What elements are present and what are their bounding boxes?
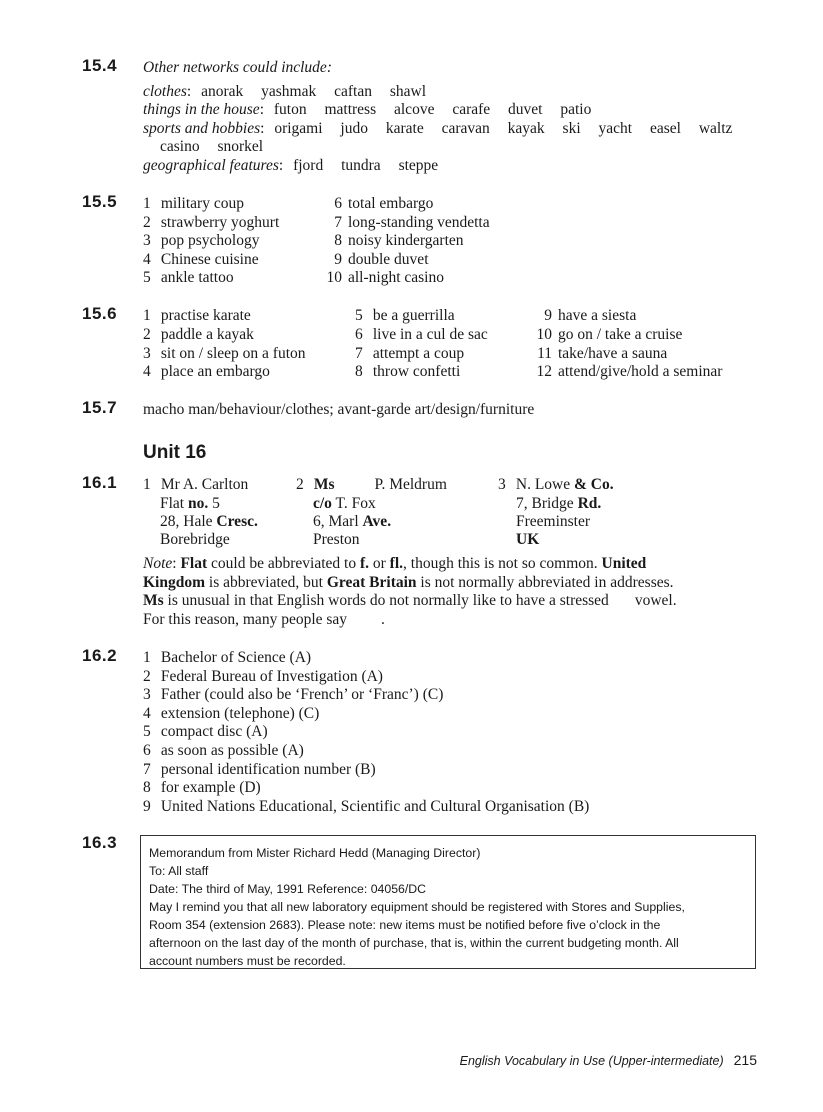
item-text: attempt a coup bbox=[372, 345, 465, 362]
word: easel bbox=[649, 120, 681, 137]
word: anorak bbox=[201, 83, 244, 100]
network-line: sports and hobbies: origami judo karate caravan kayak ski yacht easel waltz bbox=[143, 120, 733, 137]
item-text: go on / take a cruise bbox=[558, 326, 683, 343]
network-line: things in the house: futon mattress alcove carafe duvet patio bbox=[143, 101, 592, 118]
answer-item bbox=[143, 362, 270, 381]
answer-item bbox=[143, 213, 279, 232]
network-label: things in the house bbox=[143, 101, 260, 118]
word: snorkel bbox=[217, 138, 264, 155]
answer-item bbox=[320, 250, 429, 269]
page-footer bbox=[460, 1052, 757, 1068]
item-text: extension (telephone) (C) bbox=[160, 705, 320, 722]
answer-item bbox=[143, 722, 268, 741]
item-number: 1 bbox=[143, 307, 151, 324]
network-line: geographical features: fjord tundra steppe bbox=[143, 157, 439, 174]
item-number: 7 bbox=[143, 761, 151, 778]
address-line: Borebridge bbox=[160, 531, 230, 548]
item-text: Father (could also be ‘French’ or ‘Franc’) (C) bbox=[160, 686, 444, 703]
memo-box bbox=[140, 835, 756, 969]
item-number: 8 bbox=[355, 363, 363, 380]
section-number: 16.3 bbox=[82, 833, 118, 852]
section-intro: Other networks could include: bbox=[143, 59, 332, 76]
word: casino bbox=[160, 138, 200, 155]
address-line bbox=[143, 475, 248, 494]
answer-item bbox=[320, 268, 444, 287]
address-line: 28, Hale Cresc. bbox=[160, 513, 258, 530]
item-text: sit on / sleep on a futon bbox=[160, 345, 306, 362]
item-text: strawberry yoghurt bbox=[160, 214, 280, 231]
item-text: personal identification number (B) bbox=[160, 761, 376, 778]
item-number: 9 bbox=[544, 307, 552, 324]
network-label: sports and hobbies bbox=[143, 120, 261, 137]
item-number: 3 bbox=[143, 345, 151, 362]
item-number: 12 bbox=[536, 363, 552, 380]
item-text: as soon as possible (A) bbox=[160, 742, 304, 759]
answer-item bbox=[143, 648, 311, 667]
section-number: 15.7 bbox=[82, 398, 118, 417]
answer-item bbox=[530, 325, 682, 344]
address-line: Flat no. 5 bbox=[160, 495, 220, 512]
word: alcove bbox=[394, 101, 435, 118]
answer-item bbox=[143, 778, 261, 797]
item-number: 3 bbox=[143, 232, 151, 249]
item-text: take/have a sauna bbox=[558, 345, 668, 362]
note-line: Kingdom is abbreviated, but Great Britain is not normally abbreviated in addresses. bbox=[143, 574, 674, 591]
page-number: 215 bbox=[733, 1052, 757, 1068]
answer-item bbox=[355, 325, 488, 344]
item-number: 3 bbox=[498, 476, 506, 493]
item-number: 3 bbox=[143, 686, 151, 703]
item-number: 2 bbox=[296, 476, 304, 493]
item-number: 10 bbox=[326, 269, 342, 286]
network-line-continued bbox=[160, 137, 277, 156]
word: steppe bbox=[398, 157, 439, 174]
answer-item bbox=[143, 325, 254, 344]
item-text: live in a cul de sac bbox=[372, 326, 488, 343]
address-line: c/o T. Fox bbox=[313, 495, 376, 512]
item-text: attend/give/hold a seminar bbox=[558, 363, 723, 380]
item-number: 4 bbox=[143, 705, 151, 722]
section-number: 15.4 bbox=[82, 56, 118, 75]
word: mattress bbox=[324, 101, 377, 118]
item-text: military coup bbox=[160, 195, 244, 212]
word: carafe bbox=[452, 101, 491, 118]
answer-item bbox=[143, 704, 319, 723]
item-text: have a siesta bbox=[558, 307, 637, 324]
item-text: be a guerrilla bbox=[372, 307, 455, 324]
answer-item bbox=[143, 344, 306, 363]
word: futon bbox=[273, 101, 307, 118]
answer-item bbox=[355, 344, 464, 363]
word: origami bbox=[274, 120, 323, 137]
answer-item bbox=[143, 231, 259, 250]
item-number: 10 bbox=[536, 326, 552, 343]
word: shawl bbox=[389, 83, 427, 100]
note-line: For this reason, many people say . bbox=[143, 611, 385, 628]
book-title: English Vocabulary in Use (Upper-intermediate) bbox=[459, 1054, 724, 1068]
word: judo bbox=[340, 120, 368, 137]
item-text: ankle tattoo bbox=[160, 269, 234, 286]
network-label: geographical features bbox=[143, 157, 279, 174]
item-number: 6 bbox=[143, 742, 151, 759]
answer-item bbox=[530, 344, 667, 363]
word: tundra bbox=[341, 157, 381, 174]
address-line: 2 Ms P. Meldrum bbox=[296, 476, 447, 493]
answer-text: macho man/behaviour/clothes; avant-garde art/design/furniture bbox=[143, 401, 535, 418]
item-text: noisy kindergarten bbox=[348, 232, 464, 249]
answer-item bbox=[143, 250, 259, 269]
word: caftan bbox=[334, 83, 372, 100]
item-number: 2 bbox=[143, 214, 151, 231]
item-number: 4 bbox=[143, 363, 151, 380]
memo-line: To: All staff bbox=[149, 864, 209, 878]
answer-item bbox=[355, 306, 455, 325]
item-number: 5 bbox=[143, 723, 151, 740]
item-number: 1 bbox=[143, 195, 151, 212]
item-text: compact disc (A) bbox=[160, 723, 268, 740]
memo-line: May I remind you that all new laboratory equipment should be registered with Stores and Supplies, bbox=[149, 900, 685, 914]
answer-item bbox=[143, 685, 443, 704]
answer-item bbox=[143, 268, 234, 287]
item-text: United Nations Educational, Scientific and Cultural Organisation (B) bbox=[160, 798, 590, 815]
item-number: 7 bbox=[334, 214, 342, 231]
item-number: 7 bbox=[355, 345, 363, 362]
item-text: Bachelor of Science (A) bbox=[160, 649, 312, 666]
section-number: 15.6 bbox=[82, 304, 118, 323]
item-text: paddle a kayak bbox=[160, 326, 254, 343]
item-number: 6 bbox=[355, 326, 363, 343]
answer-item bbox=[320, 231, 464, 250]
answer-item bbox=[320, 213, 490, 232]
item-number: 6 bbox=[334, 195, 342, 212]
item-number: 8 bbox=[334, 232, 342, 249]
item-text: for example (D) bbox=[160, 779, 261, 796]
item-text: place an embargo bbox=[160, 363, 270, 380]
answer-item bbox=[143, 760, 376, 779]
section-number: 16.2 bbox=[82, 646, 118, 665]
answer-item bbox=[530, 362, 722, 381]
word: yacht bbox=[598, 120, 633, 137]
unit-title: Unit 16 bbox=[143, 442, 207, 463]
answer-item bbox=[355, 362, 460, 381]
network-line: clothes: anorak yashmak caftan shawl bbox=[143, 83, 427, 100]
network-label: clothes bbox=[143, 83, 187, 100]
note-line: Note: Flat could be abbreviated to f. or fl., though this is not so common. United bbox=[143, 555, 647, 572]
answer-item bbox=[143, 741, 304, 760]
memo-line: afternoon on the last day of the month of purchase, that is, within the current budgeting month. All bbox=[149, 936, 679, 950]
word: caravan bbox=[441, 120, 490, 137]
item-text: Federal Bureau of Investigation (A) bbox=[160, 668, 383, 685]
item-number: 8 bbox=[143, 779, 151, 796]
answer-item bbox=[530, 306, 636, 325]
word: fjord bbox=[293, 157, 324, 174]
address-line: Preston bbox=[313, 531, 360, 548]
memo-line: Memorandum from Mister Richard Hedd (Managing Director) bbox=[149, 846, 481, 860]
item-number: 5 bbox=[355, 307, 363, 324]
item-number: 11 bbox=[537, 345, 552, 362]
item-text: double duvet bbox=[348, 251, 429, 268]
item-number: 1 bbox=[143, 476, 151, 493]
word: yashmak bbox=[261, 83, 317, 100]
word: ski bbox=[562, 120, 581, 137]
memo-line: account numbers must be recorded. bbox=[149, 954, 346, 968]
answer-item bbox=[143, 194, 244, 213]
item-text: throw confetti bbox=[372, 363, 461, 380]
item-text: practise karate bbox=[160, 307, 251, 324]
section-number: 15.5 bbox=[82, 192, 118, 211]
address-text: Mr A. Carlton bbox=[160, 476, 249, 493]
item-text: pop psychology bbox=[160, 232, 260, 249]
memo-line: Date: The third of May, 1991 Reference: 04056/DC bbox=[149, 882, 427, 896]
address-line: 3 N. Lowe & Co. bbox=[498, 476, 614, 493]
item-text: total embargo bbox=[348, 195, 434, 212]
address-line: Freeminster bbox=[516, 513, 591, 530]
answer-item bbox=[143, 667, 383, 686]
word: patio bbox=[560, 101, 592, 118]
item-text: all-night casino bbox=[348, 269, 444, 286]
answer-item bbox=[320, 194, 433, 213]
address-line: 6, Marl Ave. bbox=[313, 513, 392, 530]
word: duvet bbox=[508, 101, 543, 118]
item-number: 4 bbox=[143, 251, 151, 268]
item-number: 2 bbox=[143, 326, 151, 343]
word: waltz bbox=[698, 120, 733, 137]
address-line: 7, Bridge Rd. bbox=[516, 495, 602, 512]
item-number: 9 bbox=[143, 798, 151, 815]
item-text: Chinese cuisine bbox=[160, 251, 259, 268]
word: kayak bbox=[507, 120, 545, 137]
word: karate bbox=[385, 120, 424, 137]
item-text: long-standing vendetta bbox=[348, 214, 490, 231]
answer-item bbox=[143, 797, 589, 816]
address-line: UK bbox=[516, 531, 540, 548]
memo-line: Room 354 (extension 2683). Please note: new items must be notified before five o’clock in the bbox=[149, 918, 661, 932]
answer-item bbox=[143, 306, 251, 325]
note-line: Ms is unusual in that English words do not normally like to have a stressed vowel. bbox=[143, 592, 677, 609]
item-number: 5 bbox=[143, 269, 151, 286]
item-number: 1 bbox=[143, 649, 151, 666]
item-number: 2 bbox=[143, 668, 151, 685]
section-number: 16.1 bbox=[82, 473, 118, 492]
item-number: 9 bbox=[334, 251, 342, 268]
